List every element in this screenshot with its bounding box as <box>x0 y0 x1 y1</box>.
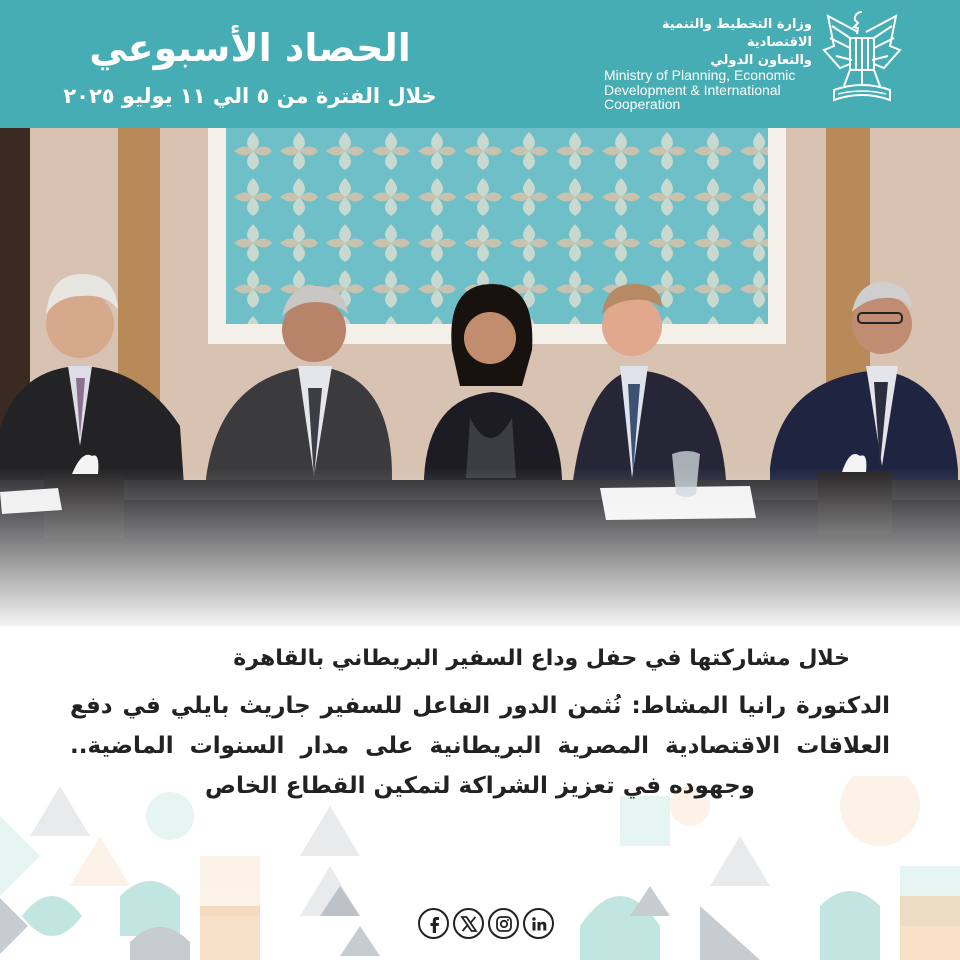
article-headline: خلال مشاركتها في حفل وداع السفير البريطاني بالقاهرة <box>233 646 850 671</box>
header-date-range: خلال الفترة من ٥ الي ١١ يوليو ٢٠٢٥ <box>63 84 437 108</box>
linkedin-icon[interactable] <box>523 908 554 939</box>
header-title: الحصاد الأسبوعي <box>89 26 411 70</box>
social-links <box>418 908 554 942</box>
egypt-eagle-emblem-icon <box>820 6 904 110</box>
ministry-name-english <box>604 68 820 112</box>
ministry-logo <box>600 14 920 118</box>
ministry-name-ar-line2: والتعاون الدولي <box>710 53 812 68</box>
x-icon[interactable] <box>453 908 484 939</box>
ministry-name-arabic <box>600 16 812 70</box>
ministry-name-en-line1: Ministry of Planning, Economic <box>604 67 796 83</box>
header-band <box>0 0 960 128</box>
article-section <box>0 626 960 960</box>
ministry-name-en-line3: Cooperation <box>604 96 681 112</box>
facebook-icon[interactable] <box>418 908 449 939</box>
ministry-name-en-line2: Development & International <box>604 81 781 98</box>
ministry-name-ar-line1: وزارة التخطيط والتنمية الاقتصادية <box>661 17 812 50</box>
instagram-icon[interactable] <box>488 908 519 939</box>
article-body: الدكتورة رانيا المشاط: نُثمن الدور الفاعل للسفير جاريث بايلي في دفع العلاقات الاقتصادية المصرية البريطانية على مدار السنوات الماضية.. وجهوده في تعزيز الشراكة لتمكين القطاع الخاص <box>70 693 890 799</box>
group-photo <box>0 128 960 626</box>
